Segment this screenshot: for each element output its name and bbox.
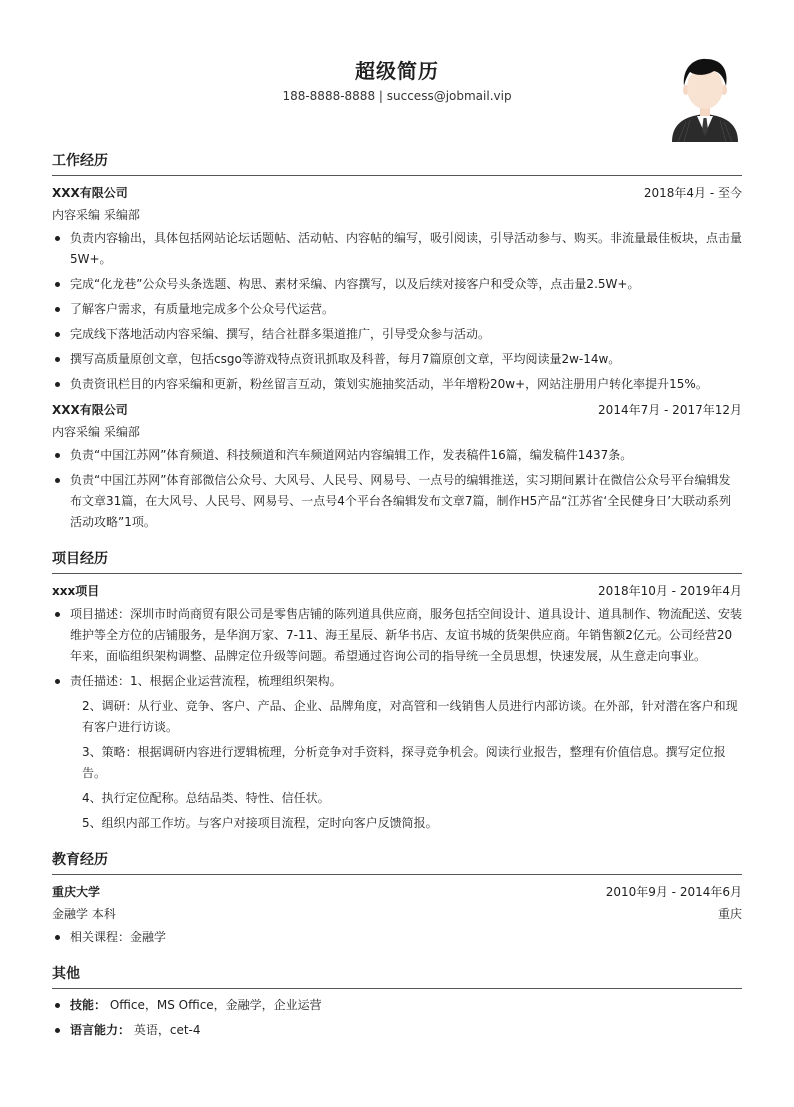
language-value: 英语，cet-4 — [133, 1023, 201, 1037]
project-header — [52, 580, 742, 602]
list-item: 负责内容输出，具体包括网站论坛话题帖、活动帖、内容帖的编写，吸引阅读，引导活动参与、购买。非流量最佳板块，点击量5W+。 — [52, 228, 742, 270]
job-header — [52, 182, 742, 204]
job-bullets — [52, 445, 742, 533]
list-item: 负责资讯栏目的内容采编和更新，粉丝留言互动，策划实施抽奖活动，半年增粉20w+，网站注册用户转化率提升15%。 — [52, 374, 742, 395]
list-item: 负责“中国江苏网”体育部微信公众号、大风号、人民号、网易号、一点号的编辑推送，实习期间累计在微信公众号平台编辑发布文章31篇，在大风号、人民号、网易号、一点号4个平台各编辑发布文章7篇，制作H5产品“江苏省‘全民健身日’大联动系列活动攻略”1项。 — [52, 470, 742, 533]
list-item: 相关课程：金融学 — [52, 927, 742, 948]
job-company: XXX有限公司 — [52, 186, 128, 200]
education-major: 金融学 本科 — [52, 907, 116, 921]
education-header — [52, 881, 742, 903]
list-item: 完成“化龙巷”公众号头条选题、构思、素材采编、内容撰写，以及后续对接客户和受众等，点击量2.5W+。 — [52, 274, 742, 295]
list-item: 撰写高质量原创文章，包括csgo等游戏特点资讯抓取及科普，每月7篇原创文章，平均阅读量2w-14w。 — [52, 349, 742, 370]
job-company: XXX有限公司 — [52, 403, 128, 417]
skills-value: Office，MS Office，金融学，企业运营 — [109, 998, 322, 1012]
list-item: 责任描述：1、根据企业运营流程，梳理组织架构。 — [52, 671, 742, 692]
work-section — [52, 152, 742, 533]
education-detail-row — [52, 903, 742, 925]
education-location: 重庆 — [717, 907, 742, 921]
skills-label: 技能： — [70, 998, 107, 1012]
education-section-title: 教育经历 — [52, 851, 742, 875]
candidate-name: 超级简历 — [355, 59, 439, 83]
school-name: 重庆大学 — [52, 885, 101, 899]
list-item: 负责“中国江苏网”体育频道、科技频道和汽车频道网站内容编辑工作，发表稿件16篇，编发稿件1437条。 — [52, 445, 742, 466]
project-bullets — [52, 604, 742, 834]
project-name: xxx项目 — [52, 584, 100, 598]
other-section — [52, 965, 742, 1041]
project-section — [52, 550, 742, 834]
list-item: 了解客户需求，有质量地完成多个公众号代运营。 — [52, 299, 742, 320]
education-date: 2010年9月 - 2014年6月 — [605, 885, 742, 899]
list-item: 3、策略：根据调研内容进行逻辑梳理，分析竞争对手资料，探寻竞争机会。阅读行业报告，整理有价值信息。撰写定位报告。 — [82, 745, 726, 780]
language-label: 语言能力： — [70, 1023, 131, 1037]
list-item — [52, 995, 742, 1016]
job-role: 内容采编 采编部 — [52, 425, 140, 439]
job-date: 2014年7月 - 2017年12月 — [598, 403, 742, 417]
contact-info: 188-8888-8888 | success@jobmail.vip — [282, 89, 512, 103]
project-section-title: 项目经历 — [52, 550, 742, 574]
job-bullets — [52, 228, 742, 395]
list-item: 5、组织内部工作坊。与客户对接项目流程，定时向客户反馈简报。 — [82, 816, 438, 830]
education-bullets — [52, 927, 742, 948]
work-section-title: 工作经历 — [52, 152, 742, 176]
education-section — [52, 851, 742, 948]
project-date: 2018年10月 - 2019年4月 — [598, 584, 742, 598]
job-header — [52, 399, 742, 421]
resume-content — [52, 152, 742, 1058]
other-section-title: 其他 — [52, 965, 742, 989]
job-role-row — [52, 421, 742, 443]
other-bullets — [52, 995, 742, 1041]
job-role: 内容采编 采编部 — [52, 208, 140, 222]
list-item: 项目描述：深圳市时尚商贸有限公司是零售店铺的陈列道具供应商，服务包括空间设计、道具设计、道具制作、物流配送、安装维护等全方位的店铺服务，是华润万家、7-11、海王星辰、新华书店、友谊书城的货架供应商。年销售额2亿元。公司经营20年来，面临组织架构调整、品牌定位升级等问题。希望通过咨询公司的指导统一全员思想，快速发展，从生意走向事业。 — [52, 604, 742, 667]
job-date: 2018年4月 - 至今 — [643, 186, 742, 200]
avatar — [670, 54, 740, 142]
job-role-row — [52, 204, 742, 226]
list-item: 4、执行定位配称。总结品类、特性、信任状。 — [82, 791, 330, 805]
list-item — [52, 1020, 742, 1041]
list-item: 完成线下落地活动内容采编、撰写，结合社群多渠道推广，引导受众参与活动。 — [52, 324, 742, 345]
list-item: 2、调研：从行业、竞争、客户、产品、企业、品牌角度，对高管和一线销售人员进行内部访谈。在外部，针对潜在客户和现有客户进行访谈。 — [82, 699, 738, 734]
